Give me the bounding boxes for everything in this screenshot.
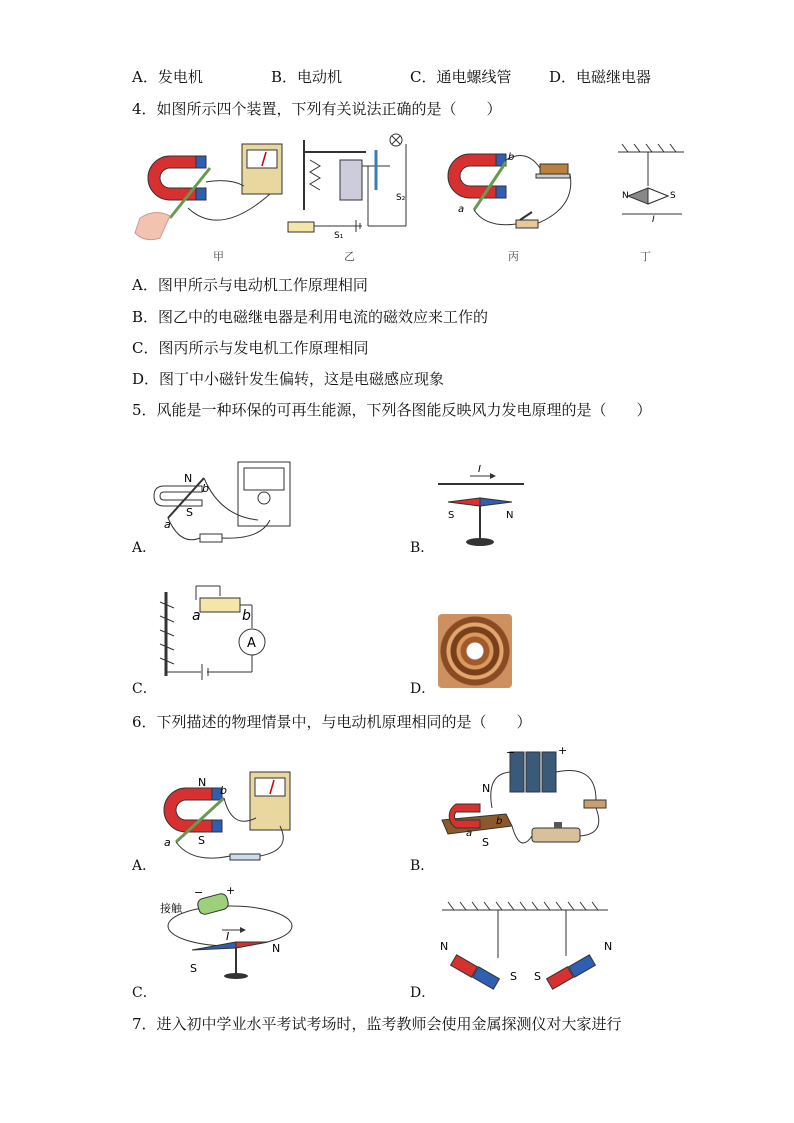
svg-text:+: + (558, 744, 568, 757)
svg-text:N: N (622, 191, 629, 201)
q4-figure-yi (286, 130, 426, 242)
svg-text:a: a (458, 204, 465, 215)
q3-option-a[interactable]: A．发电机 (132, 68, 203, 86)
svg-text:S: S (510, 970, 517, 983)
svg-text:a: a (164, 518, 171, 531)
q5-label-d[interactable]: D． (410, 681, 436, 697)
q6-stem: 6．下列描述的物理情景中，与电动机原理相同的是（ ） (132, 713, 532, 731)
svg-text:b: b (496, 816, 503, 827)
q4-caption-bing: 丙 (508, 250, 519, 263)
svg-text:N: N (440, 940, 449, 953)
svg-text:−: − (506, 746, 516, 759)
svg-text:N: N (184, 472, 193, 485)
q5-label-c[interactable]: C． (132, 681, 157, 697)
q4-option-c[interactable]: C．图丙所示与发电机工作原理相同 (132, 339, 369, 357)
svg-text:S₁: S₁ (334, 231, 344, 241)
svg-text:N: N (506, 510, 514, 521)
svg-text:a: a (164, 836, 171, 849)
q4-caption-yi: 乙 (344, 250, 355, 263)
q5-figure-d-toroid-coil-photo (438, 614, 512, 688)
svg-text:a: a (192, 608, 201, 624)
svg-text:I: I (478, 464, 481, 475)
q6-figure-d (436, 898, 616, 994)
q4-caption-ding: 丁 (640, 250, 651, 263)
q6-label-d[interactable]: D． (410, 985, 436, 1001)
q5-label-a[interactable]: A． (132, 540, 157, 556)
q6-figure-a (152, 770, 302, 864)
q3-option-c[interactable]: C．通电螺线管 (410, 68, 512, 86)
svg-text:S: S (482, 836, 489, 849)
svg-text:A: A (247, 636, 256, 651)
q5-label-b[interactable]: B． (410, 540, 435, 556)
svg-text:b: b (220, 784, 227, 797)
q6-figure-c (160, 886, 300, 982)
svg-text:S: S (534, 970, 541, 983)
q4-caption-jia: 甲 (213, 250, 224, 263)
svg-text:b: b (508, 152, 515, 163)
svg-text:N: N (198, 776, 207, 789)
svg-text:I: I (652, 215, 655, 225)
q6-label-c[interactable]: C． (132, 985, 157, 1001)
q4-option-b[interactable]: B．图乙中的电磁继电器是利用电流的磁效应来工作的 (132, 308, 489, 326)
svg-text:I: I (226, 930, 230, 943)
svg-text:−: − (194, 886, 204, 899)
q3-option-b[interactable]: B．电动机 (271, 68, 343, 86)
q4-figure-ding (612, 140, 692, 226)
q4-option-a[interactable]: A．图甲所示与电动机工作原理相同 (132, 276, 368, 294)
q5-figure-b (436, 460, 526, 550)
svg-text:N: N (272, 942, 281, 955)
q6-label-b[interactable]: B． (410, 858, 435, 874)
q7-stem: 7．进入初中学业水平考试考场时，监考教师会使用金属探测仪对大家进行 (132, 1015, 622, 1033)
q4-figure-bing (436, 138, 586, 242)
svg-text:S: S (186, 506, 193, 519)
svg-text:S₂: S₂ (396, 193, 406, 203)
svg-text:S: S (448, 510, 455, 521)
svg-text:S: S (670, 191, 676, 201)
svg-text:a: a (466, 828, 473, 839)
svg-text:S: S (198, 834, 205, 847)
svg-text:接触: 接触 (160, 902, 182, 915)
q6-figure-b (436, 744, 616, 864)
q4-option-d[interactable]: D．图丁中小磁针发生偏转，这是电磁感应现象 (132, 370, 445, 388)
q5-stem: 5．风能是一种环保的可再生能源，下列各图能反映风力发电原理的是（ ） (132, 401, 652, 419)
q4-figure-jia (130, 138, 290, 250)
q3-option-d[interactable]: D．电磁继电器 (549, 68, 652, 86)
svg-text:N: N (604, 940, 613, 953)
svg-text:b: b (242, 608, 251, 624)
svg-text:S: S (190, 962, 197, 975)
svg-text:+: + (226, 886, 236, 897)
q4-stem: 4．如图所示四个装置，下列有关说法正确的是（ ） (132, 100, 502, 118)
q6-label-a[interactable]: A． (132, 858, 157, 874)
svg-text:N: N (482, 782, 491, 795)
q5-figure-a (150, 456, 310, 552)
svg-text:b: b (202, 482, 209, 495)
q5-figure-c (156, 572, 266, 690)
